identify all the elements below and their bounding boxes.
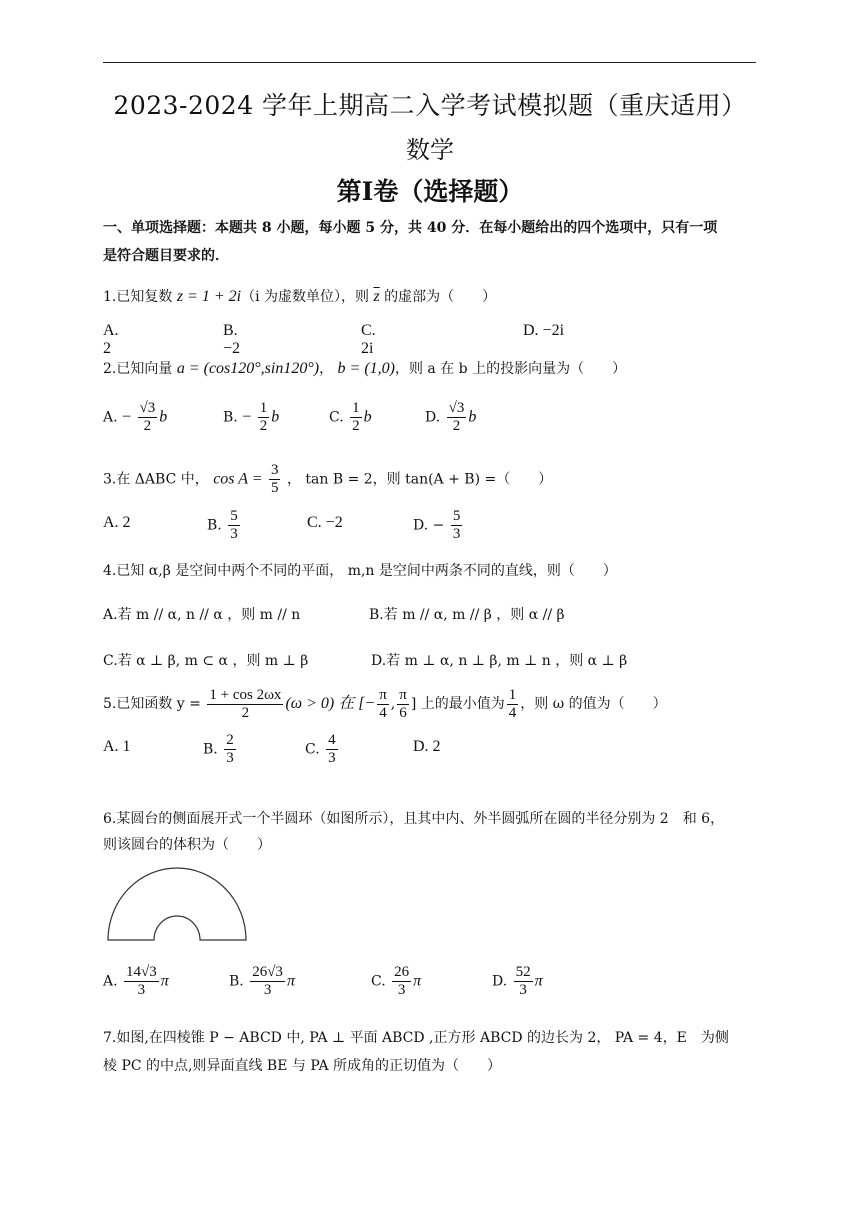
- half-annulus-shape: [108, 868, 246, 940]
- q5-comma: ,: [390, 696, 396, 712]
- volume-title: 第Ⅰ卷（选择题）: [336, 177, 524, 206]
- q2-pre: 已知向量: [116, 361, 173, 377]
- q2-c-vec: b: [363, 408, 372, 426]
- q6-option-c[interactable]: [371, 964, 421, 999]
- q4-option-b[interactable]: B.若 m // α, m // β ，则 α // β: [369, 607, 565, 623]
- q5-m-den: 4: [508, 704, 517, 721]
- q3-b-num: 5: [230, 508, 238, 524]
- q2-d-frac: [447, 400, 467, 435]
- q5-b-opt-den: 3: [226, 750, 234, 766]
- q3-b-den: 3: [230, 526, 238, 542]
- q5-pre: 已知函数 y =: [116, 696, 201, 712]
- q3-cos-frac: [269, 462, 281, 497]
- q1-option-c[interactable]: C. 2i: [361, 322, 376, 357]
- question-4: 4.已知 α,β 是空间中两个不同的平面， m,n 是空间中两条不同的直线，则（ ）: [103, 563, 617, 579]
- q5-options: [103, 732, 703, 778]
- half-annulus-figure: [104, 862, 250, 944]
- q5-b-frac: [224, 732, 236, 767]
- question-3: [103, 462, 759, 497]
- q2-option-b[interactable]: [223, 400, 279, 435]
- q5-c-frac: [326, 732, 338, 767]
- subject-title: 数学: [406, 136, 454, 164]
- question-6: [103, 806, 759, 858]
- q1-zbar: $\overline{z}$: [373, 288, 380, 305]
- q3-tanb: ， tan B = 2，则 tan(A + B) =（ ）: [286, 471, 553, 488]
- q2-options: [103, 400, 703, 456]
- q5-a-frac: [377, 687, 389, 722]
- q2-c-num: 1: [352, 400, 360, 416]
- q3-pre: 在 ΔABC 中，: [116, 471, 209, 488]
- q3-option-c[interactable]: C. −2: [307, 514, 343, 531]
- q7-line-1: 7.如图,在四棱锥 P − ABCD 中, PA ⊥ 平面 ABCD ,正方形 ABCD 的边长为 2， PA = 4，E 为侧: [103, 1030, 729, 1046]
- q5-a-num: π: [379, 686, 387, 703]
- q4-option-a[interactable]: A.若 m // α, n // α ，则 m // n: [103, 607, 301, 623]
- q2-b-vec: b: [271, 408, 280, 426]
- q4-option-c[interactable]: C.若 α ⊥ β, m ⊂ α ，则 m ⊥ β: [103, 653, 309, 669]
- q5-f-frac: [207, 687, 283, 722]
- q2-c-label: C.: [329, 409, 344, 426]
- q2-a-frac: [138, 400, 158, 435]
- q1-num: 1.: [103, 289, 117, 305]
- q3-d-num: 5: [452, 508, 461, 524]
- q3-cos-den: 5: [270, 480, 279, 496]
- q5-m-frac: [507, 687, 519, 722]
- q5-f-num: 1 + cos 2ωx: [209, 686, 282, 703]
- q5-b-num: π: [399, 686, 407, 703]
- q2-post: ，则 a 在 b 上的投影向量为（ ）: [394, 361, 627, 377]
- q3-option-d[interactable]: [413, 508, 464, 543]
- q3-b-label: B.: [207, 517, 222, 534]
- q2-num: 2.: [103, 361, 117, 377]
- q2-vector-b: b = (1,0): [337, 360, 395, 377]
- q1-note: （i 为虚数单位），则: [241, 289, 370, 305]
- q5-cond: (ω > 0) 在 [−: [285, 695, 376, 712]
- q5-option-b[interactable]: [203, 732, 238, 767]
- exam-title: 2023-2024 学年上期高二入学考试模拟题（重庆适用）: [113, 91, 747, 120]
- q6-b-num: 26√3: [252, 964, 283, 980]
- question-5: [103, 686, 759, 722]
- q1-option-d[interactable]: D. −2i: [523, 322, 565, 339]
- q4-option-d[interactable]: D.若 m ⊥ α, n ⊥ β, m ⊥ n ，则 α ⊥ β: [371, 653, 628, 669]
- q2-d-label: D.: [425, 409, 441, 426]
- q2-d-num: √3: [448, 400, 465, 416]
- q6-b-den: 3: [263, 982, 272, 998]
- q1-post: 的虚部为（ ）: [384, 289, 497, 305]
- q6-c-den: 3: [397, 982, 406, 998]
- q6-d-frac: [514, 964, 533, 999]
- q2-option-a[interactable]: [103, 400, 167, 435]
- q2-a-label: A.: [103, 409, 118, 426]
- q5-b-den: 6: [399, 704, 407, 721]
- q6-a-den: 3: [137, 982, 146, 998]
- q6-option-a[interactable]: [103, 964, 169, 999]
- q2-a-num: √3: [139, 400, 156, 416]
- q5-option-d[interactable]: D. 2: [413, 738, 441, 755]
- q1-expr: z = 1 + 2i: [176, 288, 242, 305]
- q6-line-2: 则该圆台的体积为（ ）: [103, 837, 271, 853]
- q5-c-label: C.: [305, 741, 320, 758]
- q5-mid: ] 上的最小值为: [410, 696, 505, 712]
- q5-c-den: 3: [328, 750, 336, 766]
- q2-vector-a: a = (cos120°,sin120°): [176, 360, 320, 377]
- q2-d-den: 2: [452, 418, 461, 434]
- q6-a-label: A.: [103, 973, 118, 990]
- q6-option-b[interactable]: [229, 964, 295, 999]
- q6-c-label: C.: [371, 973, 386, 990]
- q5-b-opt-num: 2: [226, 732, 234, 748]
- q5-num: 5.: [103, 696, 117, 712]
- question-7: [103, 1024, 759, 1080]
- q5-b-label: B.: [203, 741, 218, 758]
- q3-num: 3.: [103, 471, 117, 488]
- top-rule: [103, 62, 756, 63]
- q3-d-frac: [451, 508, 463, 543]
- q7-line-2: 棱 PC 的中点,则异面直线 BE 与 PA 所成角的正切值为（ ）: [103, 1058, 502, 1074]
- q3-option-a[interactable]: A. 2: [103, 514, 131, 531]
- q1-pre: 已知复数: [116, 289, 173, 305]
- q2-b-sign: −: [242, 408, 252, 426]
- q6-d-label: D.: [492, 973, 508, 990]
- q2-c-frac: [350, 400, 362, 435]
- q2-b-frac: [258, 400, 270, 435]
- q5-option-c[interactable]: [305, 732, 340, 767]
- section-line-2: 是符合题目要求的．: [103, 248, 229, 264]
- q6-b-pi: π: [286, 972, 295, 990]
- q6-d-num: 52: [515, 964, 531, 980]
- section-instructions: [103, 214, 759, 270]
- q2-a-den: 2: [143, 418, 152, 434]
- q2-b-den: 2: [259, 418, 268, 434]
- q6-options: [103, 964, 723, 1012]
- q1-option-a[interactable]: A. 2: [103, 322, 119, 357]
- q2-a-vec: b: [159, 408, 168, 426]
- q3-d-den: 3: [452, 526, 461, 542]
- q2-d-vec: b: [468, 408, 477, 426]
- q6-a-num: 14√3: [126, 964, 157, 980]
- q6-b-label: B.: [229, 973, 244, 990]
- q1-option-b[interactable]: B. −2: [223, 322, 241, 357]
- q2-a-sign: −: [122, 408, 132, 426]
- q6-line-1: 6.某圆台的侧面展开式一个半圆环（如图所示），且其中内、外半圆弧所在圆的半径分别为 2 和 6，: [103, 811, 725, 827]
- q6-c-num: 26: [394, 964, 410, 980]
- q5-post: ，则 ω 的值为（ ）: [520, 696, 667, 712]
- q2-option-d[interactable]: [425, 400, 476, 435]
- q6-a-frac: [124, 964, 159, 999]
- q6-d-den: 3: [519, 982, 527, 998]
- q2-b-label: B.: [223, 409, 238, 426]
- question-1: [103, 284, 759, 310]
- q6-a-pi: π: [160, 972, 169, 990]
- q5-option-a[interactable]: A. 1: [103, 738, 131, 755]
- q6-option-d[interactable]: [492, 964, 543, 999]
- question-2: 2.已知向量 a = (cos120°,sin120°)， b = (1,0)，则 a 在 b 上的投影向量为（ ）: [103, 360, 627, 377]
- q5-f-den: 2: [241, 704, 250, 721]
- q3-options: [103, 508, 703, 554]
- q6-c-frac: [392, 964, 411, 999]
- q3-option-b[interactable]: [207, 508, 242, 543]
- q3-d-label: D. −: [413, 517, 445, 534]
- q5-m-num: 1: [508, 686, 517, 703]
- q5-b-frac: [397, 687, 409, 722]
- q6-b-frac: [250, 964, 285, 999]
- q3-b-frac: [228, 508, 240, 543]
- q3-cosa: cos A =: [213, 470, 263, 488]
- q5-a-den: 4: [379, 704, 387, 721]
- q6-d-pi: π: [534, 972, 543, 990]
- q6-c-pi: π: [413, 972, 422, 990]
- q3-cos-num: 3: [270, 462, 279, 478]
- q2-c-den: 2: [352, 418, 360, 434]
- q2-option-c[interactable]: [329, 400, 372, 435]
- q2-b-num: 1: [259, 400, 268, 416]
- q5-c-num: 4: [328, 732, 336, 748]
- section-line-1: 一、单项选择题：本题共 8 小题，每小题 5 分，共 40 分．在每小题给出的四个选项中，只有一项: [103, 220, 718, 236]
